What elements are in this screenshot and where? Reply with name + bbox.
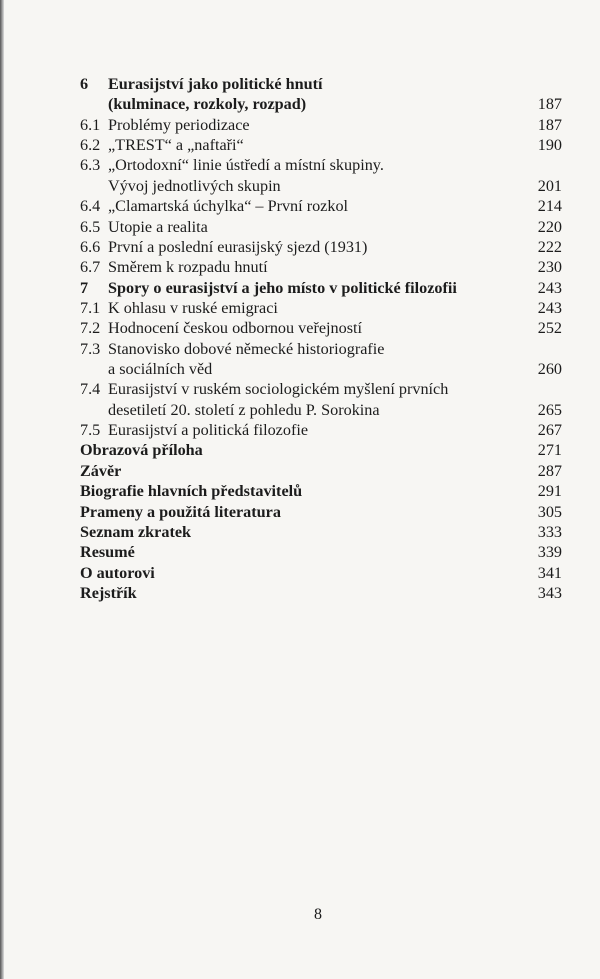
entry-page: 287: [537, 461, 562, 480]
entry-title: O autorovi: [80, 563, 155, 582]
toc-entry: [80, 155, 562, 175]
entry-page: 305: [537, 502, 562, 521]
table-of-contents: [80, 74, 562, 603]
entry-page: 341: [537, 563, 562, 582]
entry-title: a sociálních věd: [108, 360, 213, 379]
entry-title: Směrem k rozpadu hnutí: [108, 258, 268, 277]
entry-number: 6.5: [80, 217, 101, 236]
entry-page: 265: [537, 400, 562, 419]
entry-title: Hodnocení českou odbornou veřejností: [108, 319, 362, 338]
entry-title: Eurasijství a politická filozofie: [108, 421, 309, 440]
toc-entry: [80, 176, 562, 196]
page-edge-shadow: [0, 0, 4, 979]
entry-page: 339: [537, 543, 562, 562]
toc-entry: [80, 135, 562, 155]
entry-number: 6: [80, 75, 89, 93]
entry-title: Biografie hlavních představitelů: [80, 482, 303, 501]
entry-page: 222: [537, 237, 562, 256]
toc-entry: [80, 298, 562, 318]
entry-number: 7: [80, 278, 89, 297]
entry-title: Problémy periodizace: [108, 115, 250, 134]
entry-page: 333: [537, 522, 562, 541]
toc-entry: [80, 502, 562, 522]
entry-page: 260: [537, 360, 562, 379]
entry-title: (kulminace, rozkoly, rozpad): [108, 95, 307, 114]
entry-title: Vývoj jednotlivých skupin: [108, 176, 281, 195]
toc-entry: [80, 74, 562, 94]
entry-page: 243: [537, 278, 562, 297]
toc-entry: [80, 278, 562, 298]
entry-number: 7.1: [80, 298, 101, 317]
entry-title: Prameny a použitá literatura: [80, 502, 281, 521]
toc-entry: [80, 94, 562, 114]
entry-page: 201: [537, 176, 562, 195]
toc-entry: [80, 237, 562, 257]
entry-number: 7.3: [80, 339, 101, 358]
entry-title: K ohlasu v ruské emigraci: [108, 298, 278, 317]
entry-title: Utopie a realita: [108, 217, 208, 236]
entry-page: 271: [537, 441, 562, 460]
toc-entry: [80, 339, 562, 359]
entry-title: Stanovisko dobové německé historiografie: [108, 339, 385, 358]
entry-title: Závěr: [80, 461, 122, 480]
toc-entry: [80, 440, 562, 460]
entry-number: 6.1: [80, 115, 101, 134]
toc-entry: [80, 257, 562, 277]
page-number: 8: [314, 906, 322, 923]
toc-entry: [80, 196, 562, 216]
entry-title: Obrazová příloha: [80, 441, 203, 460]
entry-title: Eurasijství jako politické hnutí: [108, 75, 323, 93]
toc-entry: [80, 522, 562, 542]
entry-title: „TREST“ a „naftaři“: [108, 136, 244, 155]
entry-page: 343: [537, 583, 562, 602]
entry-number: 7.4: [80, 380, 101, 399]
toc-entry: [80, 563, 562, 583]
toc-entry: [80, 420, 562, 440]
toc-entry: [80, 481, 562, 501]
entry-page: 230: [537, 258, 562, 277]
entry-title: Eurasijství v ruském sociologickém myšlení prvních: [108, 380, 449, 399]
entry-number: 6.4: [80, 197, 101, 216]
entry-title: „Clamartská úchylka“ – První rozkol: [108, 197, 349, 216]
entry-page: 291: [537, 482, 562, 501]
entry-page: 220: [537, 217, 562, 236]
entry-page: 267: [537, 421, 562, 440]
entry-title: Rejstřík: [80, 583, 137, 602]
entry-title: Seznam zkratek: [80, 522, 192, 541]
entry-title: Resumé: [80, 543, 135, 562]
toc-entry: [80, 583, 562, 603]
entry-number: 7.5: [80, 421, 101, 440]
toc-entry: [80, 542, 562, 562]
toc-entry: [80, 318, 562, 338]
entry-title: První a poslední eurasijský sjezd (1931): [108, 237, 368, 256]
entry-number: 6.3: [80, 156, 101, 175]
entry-number: 6.7: [80, 258, 101, 277]
entry-title: desetiletí 20. století z pohledu P. Sorokina: [108, 400, 380, 419]
entry-page: 187: [537, 95, 562, 114]
entry-number: 6.6: [80, 237, 101, 256]
entry-title: „Ortodoxní“ linie ústředí a místní skupiny.: [108, 156, 384, 175]
entry-page: 190: [537, 136, 562, 155]
entry-number: 7.2: [80, 319, 101, 338]
toc-entry: [80, 359, 562, 379]
entry-number: 6.2: [80, 136, 101, 155]
entry-page: 214: [537, 197, 562, 216]
toc-entry: [80, 400, 562, 420]
entry-page: 243: [537, 298, 562, 317]
toc-entry: [80, 115, 562, 135]
toc-entry: [80, 461, 562, 481]
toc-entry: [80, 217, 562, 237]
entry-page: 187: [537, 115, 562, 134]
entry-title: Spory o eurasijství a jeho místo v politické filozofii: [108, 278, 457, 297]
toc-entry: [80, 379, 562, 399]
entry-page: 252: [537, 319, 562, 338]
